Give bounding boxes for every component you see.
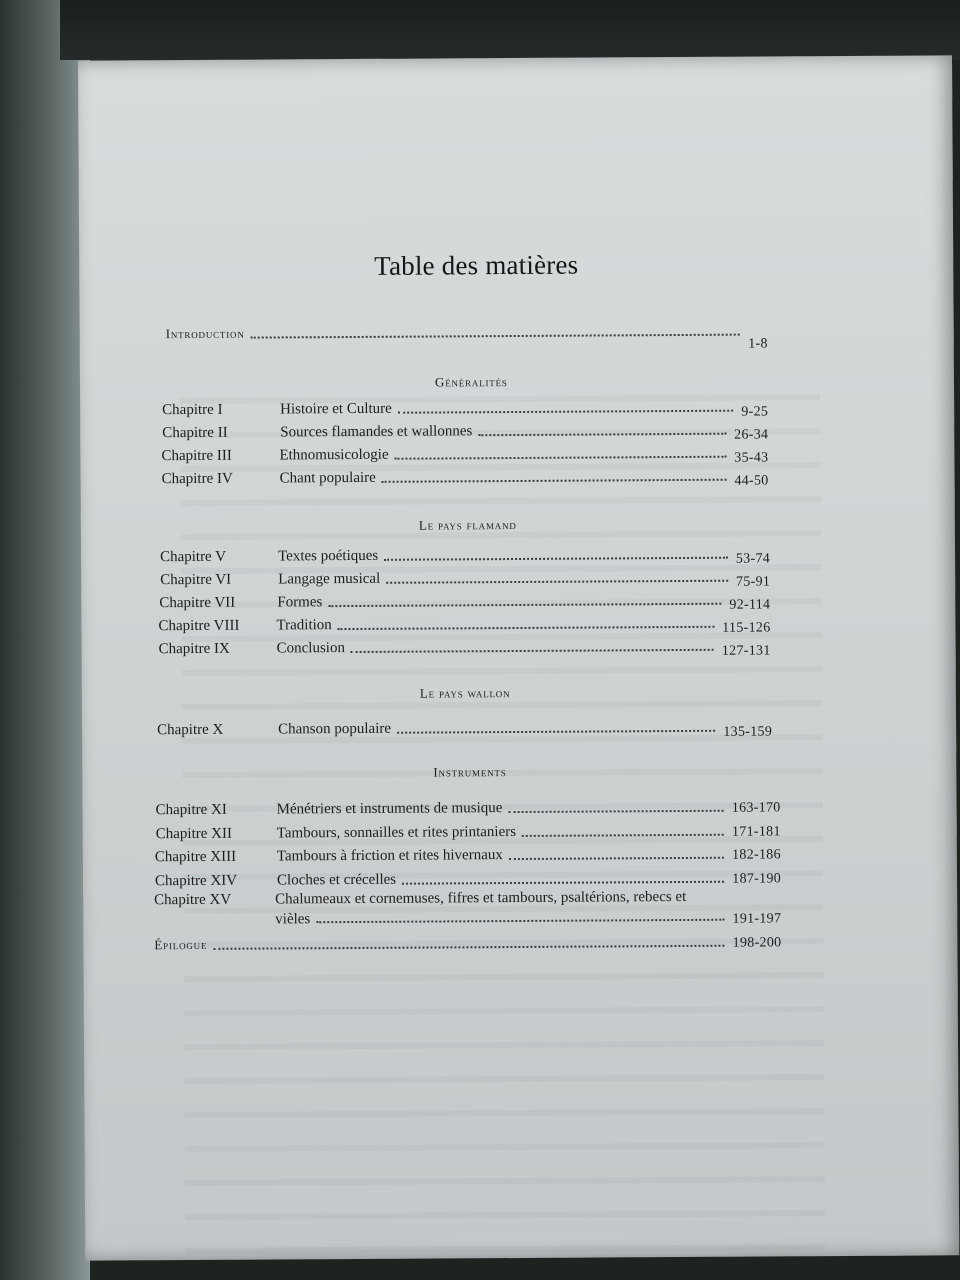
chapter-pages: 9-25	[741, 404, 769, 420]
chapter-title: Chanson populaire	[278, 720, 392, 738]
chapter-title: Tambours à friction et rites hivernaux	[276, 847, 503, 865]
leader-dots	[384, 557, 728, 561]
chapter-title: Tradition	[276, 617, 332, 634]
chapter-title: Ménétriers et instruments de musique	[276, 800, 503, 818]
chapter-title: Formes	[277, 594, 323, 611]
chapter-pages: 191-197	[732, 911, 782, 927]
chapter-pages: 35-43	[734, 450, 769, 466]
leader-dots	[351, 649, 714, 653]
leader-dots	[386, 580, 728, 584]
toc-entry	[156, 818, 781, 844]
chapter-label: Chapitre III	[161, 447, 232, 465]
chapter-label: Chapitre X	[157, 721, 224, 739]
book-gutter-shadow	[0, 0, 90, 1280]
chapter-title-continued: vièles	[275, 911, 311, 928]
chapter-label: Chapitre VI	[160, 571, 232, 589]
chapter-title: Conclusion	[276, 640, 345, 657]
chapter-label: Chapitre IX	[158, 640, 230, 658]
introduction-pages: 1-8	[748, 336, 768, 352]
chapter-pages: 53-74	[735, 551, 771, 567]
section-heading-instruments: Instruments	[433, 764, 507, 780]
epilogue-pages: 198-200	[732, 935, 782, 951]
leader-dots	[402, 881, 724, 885]
chapter-title: Chalumeaux et cornemuses, fifres et tambours, psaltérions, rebecs et	[275, 888, 687, 908]
section-heading-pays-wallon: Le pays wallon	[419, 685, 511, 701]
chapter-label: Chapitre XI	[155, 801, 227, 819]
chapter-pages: 75-91	[735, 574, 771, 590]
book-page	[78, 55, 959, 1260]
chapter-pages: 182-186	[732, 847, 781, 863]
chapter-pages: 187-190	[732, 871, 782, 887]
leader-dots	[382, 479, 727, 483]
toc-entry	[160, 541, 770, 567]
chapter-pages: 26-34	[734, 427, 769, 443]
toc-entry	[158, 610, 770, 636]
leader-dots	[395, 456, 727, 460]
section-heading-pays-flamand: Le pays flamand	[418, 516, 517, 533]
chapter-pages: 92-114	[729, 597, 771, 613]
chapter-pages: 171-181	[731, 824, 781, 840]
introduction-label: Introduction	[165, 325, 245, 342]
chapter-label: Chapitre XIV	[154, 872, 238, 890]
chapter-pages: 115-126	[722, 620, 771, 636]
chapter-title: Histoire et Culture	[280, 400, 392, 418]
leader-dots	[397, 730, 715, 734]
leader-dots	[522, 834, 724, 837]
leader-dots	[508, 810, 723, 813]
toc-entry	[162, 417, 768, 443]
leader-dots	[478, 433, 726, 437]
leader-dots	[328, 603, 721, 607]
toc-entry	[157, 714, 772, 740]
chapter-pages: 127-131	[721, 643, 771, 659]
chapter-title: Cloches et crécelles	[276, 871, 397, 889]
leader-dots	[398, 410, 733, 414]
chapter-label: Chapitre XII	[155, 825, 233, 843]
chapter-title: Tambours, sonnailles et rites printaniers	[276, 824, 517, 842]
epilogue-label: Épilogue	[154, 936, 208, 953]
chapter-title: Sources flamandes et wallonnes	[280, 423, 473, 441]
chapter-label: Chapitre VII	[159, 594, 236, 612]
toc-entry-epilogue	[154, 929, 781, 955]
chapter-label: Chapitre V	[159, 548, 227, 566]
toc-entry	[155, 865, 781, 891]
section-heading-generalites: Généralités	[434, 374, 508, 390]
chapter-label: Chapitre XIII	[154, 848, 237, 866]
chapter-pages: 44-50	[734, 473, 769, 489]
leader-dots	[213, 945, 724, 950]
toc-entry	[159, 587, 770, 613]
leader-dots	[251, 334, 741, 339]
page-title: Table des matières	[374, 249, 579, 281]
chapter-label: Chapitre II	[162, 424, 228, 442]
chapter-title: Chant populaire	[279, 469, 376, 487]
chapter-pages: 135-159	[723, 724, 773, 740]
chapter-title: Textes poétiques	[277, 547, 379, 565]
chapter-label: Chapitre I	[162, 401, 223, 419]
leader-dots	[316, 919, 724, 923]
toc-entry	[162, 394, 768, 420]
toc-entry	[159, 633, 771, 659]
toc-entry	[160, 564, 770, 590]
chapter-label: Chapitre IV	[161, 470, 233, 488]
leader-dots	[338, 626, 714, 630]
toc-entry	[161, 440, 768, 466]
toc-entry	[161, 463, 768, 489]
background-surface	[60, 0, 960, 60]
toc-entry	[155, 841, 781, 867]
chapter-label: Chapitre XV	[154, 891, 232, 909]
chapter-title: Langage musical	[278, 570, 381, 588]
toc-entry	[156, 794, 781, 820]
chapter-pages: 163-170	[731, 800, 781, 816]
chapter-label: Chapitre VIII	[158, 617, 240, 635]
chapter-title: Ethnomusicologie	[279, 446, 389, 464]
toc-entry	[154, 888, 781, 929]
leader-dots	[509, 857, 724, 860]
toc-entry-introduction	[165, 318, 768, 352]
